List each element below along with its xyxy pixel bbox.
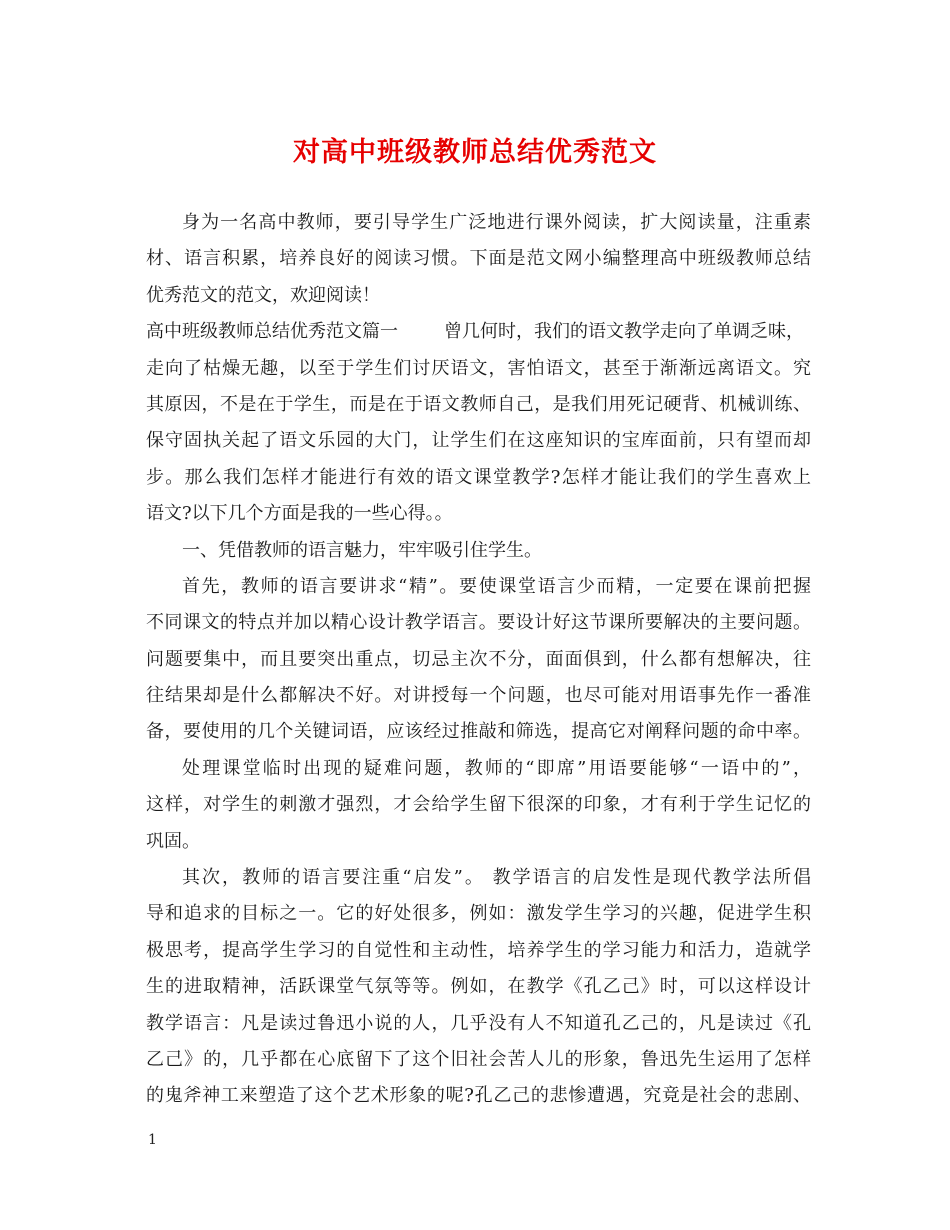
text-line: 步。那么我们怎样才能进行有效的语文课堂教学?怎样才能让我们的学生喜欢上	[146, 466, 811, 488]
text-line: 备，要使用的几个关键词语，应该经过推敲和筛选，提高它对阐释问题的命中率。	[146, 721, 811, 743]
text-line: 乙己》的，几乎都在心底留下了这个旧社会苦人儿的形象，鲁迅先生运用了怎样	[146, 1048, 811, 1070]
text-line	[146, 314, 811, 350]
text-line: 材、语言积累，培养良好的阅读习惯。下面是范文网小编整理高中班级教师总结	[146, 248, 811, 270]
text-line: 这样，对学生的刺激才强烈，才会给学生留下很深的印象，才有利于学生记忆的	[146, 794, 811, 816]
text-line: 巩固。	[146, 830, 200, 852]
text-line: 优秀范文的范文，欢迎阅读！	[146, 284, 380, 306]
text-line: 身为一名高中教师，要引导学生广泛地进行课外阅读，扩大阅读量，注重素	[182, 212, 811, 233]
text-line: 首先，教师的语言要讲求“精”。要使课堂语言少而精，一定要在课前把握	[182, 575, 811, 597]
text-line: 教学语言：凡是读过鲁迅小说的人，几乎没有人不知道孔乙己的，凡是读过《孔	[146, 1012, 811, 1034]
text-line: 不同课文的特点并加以精心设计教学语言。要设计好这节课所要解决的主要问题。	[146, 612, 811, 634]
text-line: 问题要集中，而且要突出重点，切忌主次不分，面面俱到，什么都有想解决，往	[146, 648, 811, 670]
text-line: 其次，教师的语言要注重“启发”。 教学语言的启发性是现代教学法所倡	[182, 867, 811, 889]
text-line: 导和追求的目标之一。它的好处很多，例如：激发学生学习的兴趣，促进学生积	[146, 903, 811, 925]
text-line: 其原因，不是在于学生，而是在于语文教师自己，是我们用死记硬背、机械训练、	[146, 393, 811, 415]
text-line: 保守固执关起了语文乐园的大门，让学生们在这座知识的宝库面前，只有望而却	[146, 430, 811, 452]
document-body	[146, 205, 811, 1115]
text-line: 一、凭借教师的语言魅力，牢牢吸引住学生。	[182, 539, 542, 561]
text-line: 极思考，提高学生学习的自觉性和主动性，培养学生的学习能力和活力，造就学	[146, 939, 811, 961]
text-line: 的鬼斧神工来塑造了这个艺术形象的呢?孔乙己的悲惨遭遇，究竟是社会的悲剧、	[146, 1085, 811, 1107]
page-number: 1	[148, 1132, 157, 1148]
text-line: 走向了枯燥无趣，以至于学生们讨厌语文，害怕语文，甚至于渐渐远离语文。究	[146, 357, 811, 379]
document-title: 对高中班级教师总结优秀范文	[293, 137, 657, 168]
text-line: 处理课堂临时出现的疑难问题，教师的“即席”用语要能够“一语中的”，	[182, 757, 811, 779]
section-heading: 高中班级教师总结优秀范文篇一	[146, 321, 398, 343]
text-line: 语文?以下几个方面是我的一些心得。。	[146, 503, 453, 525]
section-text: 曾几何时，我们的语文教学走向了单调乏味，	[444, 321, 804, 343]
text-line: 往结果却是什么都解决不好。对讲授每一个问题，也尽可能对用语事先作一番准	[146, 685, 811, 707]
text-line: 生的进取精神，活跃课堂气氛等等。例如，在教学《孔乙己》时，可以这样设计	[146, 976, 811, 998]
